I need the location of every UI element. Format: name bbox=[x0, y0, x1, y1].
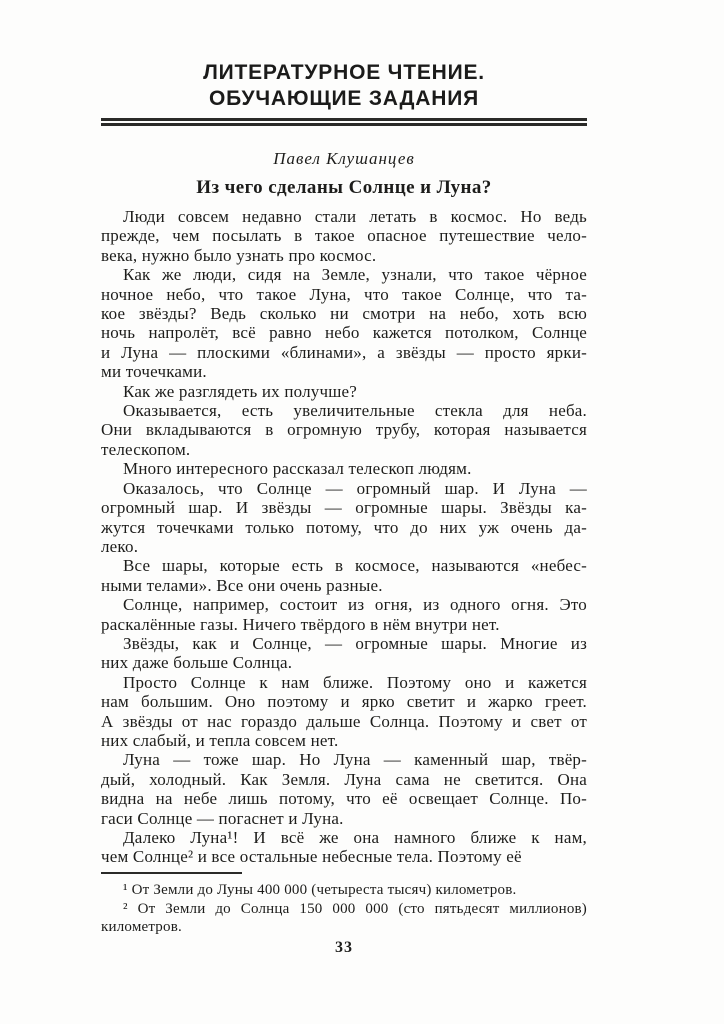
page-number: 33 bbox=[335, 939, 353, 956]
text-line: них даже больше Солнца. bbox=[101, 653, 293, 673]
text-line: Солнце, например, состоит из огня, из одного огня. Это bbox=[123, 595, 587, 615]
text-line: Оказалось, что Солнце — огромный шар. И Луна — bbox=[123, 478, 587, 498]
text-line: Много интересного рассказал телескоп людям. bbox=[123, 459, 472, 479]
text-line: Люди совсем недавно стали летать в космос. Но ведь bbox=[123, 207, 587, 226]
section-header-line-1: ЛИТЕРАТУРНОЕ ЧТЕНИЕ. bbox=[203, 61, 485, 84]
text-line: Как же люди, сидя на Земле, узнали, что такое чёрное bbox=[123, 265, 587, 285]
text-line: века, нужно было узнать про космос. bbox=[101, 245, 377, 265]
text-line: кое звёзды? Ведь сколько ни смотри на небо, хоть всю bbox=[101, 304, 587, 324]
footnote-divider bbox=[101, 872, 242, 874]
text-line: Все шары, которые есть в космосе, называются «небес- bbox=[123, 556, 587, 576]
footnote-line: километров. bbox=[101, 919, 182, 936]
text-line: Звёзды, как и Солнце, — огромные шары. Многие из bbox=[123, 633, 587, 653]
text-line: Оказывается, есть увеличительные стекла для неба. bbox=[123, 401, 587, 421]
text-line: А звёзды от нас гораздо дальше Солнца. Поэтому и свет от bbox=[101, 711, 587, 731]
text-line: Просто Солнце к нам ближе. Поэтому оно и кажется bbox=[123, 672, 587, 692]
text-line: ночь напролёт, всё равно небо кажется потолком, Солнце bbox=[101, 323, 587, 343]
text-line: прежде, чем посылать в такое опасное путешествие чело- bbox=[101, 226, 587, 246]
text-line: ными телами». Все они очень разные. bbox=[101, 575, 383, 595]
text-line: ночное небо, что такое Луна, что такое Солнце, что та- bbox=[101, 284, 587, 304]
text-line: телескопом. bbox=[101, 439, 191, 459]
story-text bbox=[101, 207, 587, 867]
text-line: Луна — тоже шар. Но Луна — каменный шар, твёр- bbox=[123, 750, 587, 770]
text-line: видна на небе лишь потому, что её освещает Солнце. По- bbox=[101, 789, 587, 809]
footnote-line: ¹ От Земли до Луны 400 000 (четыреста тысяч) километров. bbox=[123, 882, 517, 898]
footnote-line: ² От Земли до Солнца 150 000 000 (сто пятьдесят миллионов) bbox=[123, 900, 587, 917]
text-line: ми точечками. bbox=[101, 362, 207, 382]
text-line: Они вкладываются в огромную трубу, которая называется bbox=[101, 420, 587, 440]
text-line: них слабый, и тепла совсем нет. bbox=[101, 730, 339, 750]
text-line: гаси Солнце — погаснет и Луна. bbox=[101, 808, 344, 828]
text-line: огромный шар. И звёзды — огромные шары. Звёзды ка- bbox=[101, 498, 587, 518]
text-line: Далеко Луна¹! И всё же она намного ближе к нам, bbox=[123, 828, 587, 847]
text-line: и Луна — плоскими «блинами», а звёзды — просто ярки- bbox=[101, 342, 587, 362]
header-divider bbox=[101, 118, 587, 126]
text-line: нам большим. Оно поэтому и ярко светит и жарко греет. bbox=[101, 692, 587, 712]
text-line: жутся точечками только потому, что до них уж очень да- bbox=[101, 517, 587, 537]
text-line: раскалённые газы. Ничего твёрдого в нём внутри нет. bbox=[101, 614, 500, 634]
text-line: дый, холодный. Как Земля. Луна сама не светится. Она bbox=[101, 769, 587, 789]
text-line: чем Солнце² и все остальные небесные тела. Поэтому её bbox=[101, 847, 522, 867]
section-header-line-2: ОБУЧАЮЩИЕ ЗАДАНИЯ bbox=[208, 87, 480, 110]
text-line: леко. bbox=[101, 536, 139, 556]
section-header bbox=[101, 60, 587, 112]
text-line: Как же разглядеть их получше? bbox=[123, 381, 358, 401]
footnotes bbox=[101, 881, 587, 937]
author-name: Павел Клушанцев bbox=[273, 149, 415, 168]
story-title: Из чего сделаны Солнце и Луна? bbox=[196, 177, 492, 198]
